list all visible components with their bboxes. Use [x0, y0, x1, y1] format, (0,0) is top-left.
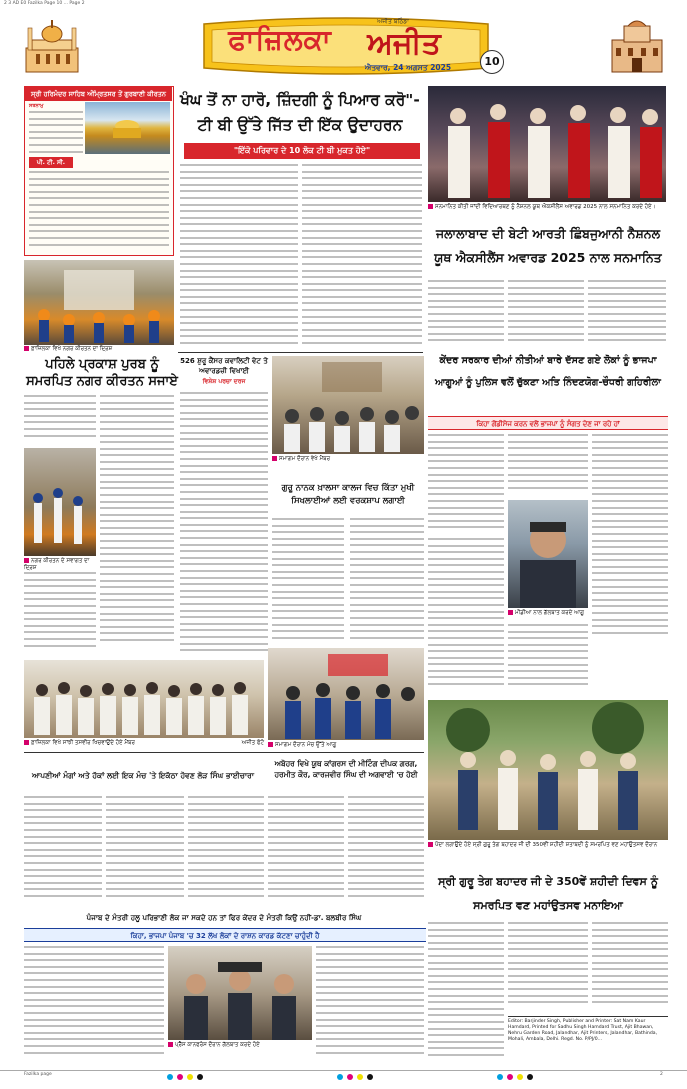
award-headline: ਜਲਾਲਾਬਾਦ ਦੀ ਬੇਟੀ ਆਰਤੀ ਛਿੰਬਜੁਆਨੀ ਨੈਸ਼ਨਲ ਯੂਥ ਐਕਸੀਲੈਂਸ ਅਵਾਰਡ 2025 ਨਾਲ ਸਨਮਾਨਿਤ [434, 226, 662, 265]
nagar-kirtan-caption: ਫ਼ਾਜ਼ਿਲਕਾ ਵਿਖੇ ਨਗਰ ਕੀਰਤਨ ਦਾ ਦ੍ਰਿਸ਼ [24, 346, 174, 353]
group-photo-credit: ਅਜੀਤ ਫੋਟੋ [214, 740, 264, 747]
press-conference-photo [168, 946, 312, 1040]
masthead-city: ਫਾਜ਼ਿਲਕਾ [228, 23, 332, 56]
top-strip: 2 3 AD E0 Fazilka Page 10 ... Page 2 [4, 1, 85, 6]
police-text-col1 [428, 434, 504, 534]
press-conference-icon [168, 946, 312, 1040]
leader-portrait-icon [508, 500, 588, 608]
award-text-col3 [588, 280, 666, 348]
nagar-kirtan-headline: ਪਹਿਲੇ ਪ੍ਰਕਾਸ਼ ਪੁਰਬ ਨੂੰ ਸਮਰਪਿਤ ਨਗਰ ਕੀਰਤਨ ਸਜਾਏ [26, 357, 178, 389]
ration-card-strip: ਕਿਹਾ, ਭਾਜਪਾ ਪੰਜਾਬ 'ਚ 32 ਲੱਖ ਲੋਕਾਂ ਦੇ ਰਾਸ਼ਨ ਕਾਰਡ ਕੱਟਣਾ ਚਾਹੁੰਦੀ ਹੈ [24, 928, 426, 942]
gurbani-text-b [29, 171, 169, 251]
leader-portrait-photo [508, 500, 588, 608]
col1-text-b [100, 395, 174, 654]
college-headline: ਗੁਰੂ ਨਾਨਕ ਖ਼ਾਲਸਾ ਕਾਲਜ ਵਿਚ ਕਿੱਤਾ ਮੁਖੀ ਸਿਖਲਾਈਆਂ ਲਈ ਵਰਕਸ਼ਾਪ ਲਗਾਈ [281, 483, 415, 506]
college-stage-caption: ਸਮਾਗਮ ਦੌਰਾਨ ਮੰਚ ਉੱਤੇ ਆਗੂ [268, 742, 424, 749]
masthead-small-tag: ਅਜੀਤ ਬਠਿੰਡਾ [377, 18, 409, 25]
college-photo-stage [268, 648, 424, 740]
bhaichara-text-col1 [24, 796, 102, 906]
procession-icon [24, 260, 174, 345]
golden-temple-photo [85, 102, 170, 154]
group-people-icon [24, 660, 264, 738]
bjp-kicker: ਕਿਹਾ ਗੋਂਡੀਸੇਜ ਕਰਨ ਵਲੋਂ ਭਾਜਪਾ ਨੂੰ ਸੰਗਤ ਦੇਣ ਜਾ ਰਹੇ ਹਾਂ [428, 416, 668, 430]
group-photo [24, 660, 264, 738]
temple-illustration-left-icon [22, 14, 82, 76]
police-text-col2b [508, 624, 588, 696]
youth-text-col1 [268, 796, 344, 906]
ceremony-icon [24, 448, 96, 556]
minister-headline: ਪੰਜਾਬ ਦੇ ਮੰਤਰੀ ਹਲੂ ਪਰਿਭਾਣੀ ਲੋਕ ਜਾ ਸਕਦੇ ਹਨ ਤਾਂ ਫਿਰ ਕੇਂਦਰ ਦੇ ਮੰਤਰੀ ਕਿਉਂ ਨਹੀਂ-ਡਾ. ਬਲਬੀਰ ਸਿੰਘ [86, 913, 362, 922]
cancer-subheadline: 526 ਸ਼ੁਰੂ ਕੈਂਸਰ ਕਵਾਲਿਟੀ ਵੇਟ ਤੇ ਅਵਾਰਡਜ਼ੀ ਵਿਖਾਈ [180, 357, 268, 375]
tegh-text-col1 [428, 922, 504, 1064]
minister-text-col1 [24, 946, 164, 1064]
gurbani-box [24, 86, 174, 256]
police-headline-display: ਕੇਂਦਰ ਸਰਕਾਰ ਦੀਆਂ ਨੀਤੀਆਂ ਬਾਰੇ ਦੱਸਣ ਗਏ ਲੋਕਾਂ ਨੂੰ ਭਾਜਪਾ ਆਗੂਆਂ ਨੂੰ ਪੁਲਿਸ ਵਲੋਂ ਚੁੱਕਣਾ ਅਤਿ ਨਿੰਦਣਯੋਗ-ਚੌਧਰੀ ਗਹਿਰੀਲਾ [435, 355, 661, 388]
group-photo-caption: ਫ਼ਾਜ਼ਿਲਕਾ ਵਿਖੇ ਸਾਂਝੀ ਤਸਵੀਰ ਖਿਚਵਾਉਂਦੇ ਹੋਏ ਮੈਂਬਰ [24, 740, 204, 747]
stage-icon [268, 648, 424, 740]
nagar-kirtan-photo [24, 260, 174, 345]
footer-left: Fazilka page [24, 1072, 52, 1077]
tegh-bahadur-headline: ਸ੍ਰੀ ਗੁਰੂ ਤੇਗ ਬਹਾਦਰ ਜੀ ਦੇ 350ਵੇਂ ਸ਼ਹੀਦੀ ਦਿਵਸ ਨੂੰ ਸਮਰਪਿਤ ਵਣ ਮਹਾਂਉਤਸਵ ਮਨਾਇਆ [438, 875, 658, 912]
college-text-col1 [272, 518, 344, 642]
divider-lower [24, 752, 424, 753]
bhaichara-text-col2 [106, 796, 184, 906]
police-text-col1b [428, 538, 504, 696]
golden-temple-icon [85, 102, 170, 154]
police-text-col3 [592, 434, 668, 644]
col1-text-a [24, 572, 96, 654]
youth-text-col2 [348, 796, 424, 906]
gurbani-box-subtitle: ਸਤਨਾਮੁ [29, 103, 44, 109]
footer-bar [0, 1070, 687, 1082]
singh-bhaichara-headline: ਆਪਣੀਆਂ ਮੰਗਾਂ ਅਤੇ ਹੱਕਾਂ ਲਈ ਇਕ ਮੰਚ 'ਤੇ ਇਕੱਠਾ ਹੋਵਣ ਲੋੜ ਸਿੰਘ ਭਾਈਚਾਰਾ [31, 771, 255, 780]
award-text-col1 [428, 280, 504, 348]
cancer-sub-tag: ਵਿਸ਼ੇਸ਼ ਪਰਚਾ ਦਰਜ [202, 378, 246, 385]
tegh-text-col3 [592, 922, 668, 1012]
nagar-kirtan-caption-2: ਨਗਰ ਕੀਰਤਨ ਦੇ ਸਵਾਗਤ ਦਾ ਦ੍ਰਿਸ਼ [24, 558, 96, 572]
tb-headline: ਖੰਘ ਤੋਂ ਨਾ ਹਾਰੋ, ਜ਼ਿੰਦਗੀ ਨੂੰ ਪਿਆਰ ਕਰੋ"-ਟੀ ਬੀ ਉੱਤੇ ਜਿੱਤ ਦੀ ਇੱਕ ਉਦਾਹਰਨ [180, 91, 420, 134]
tb-subhead: "ਇੱਕੋ ਪਰਿਵਾਰ ਦੇ 10 ਲੋਕ ਟੀ ਬੀ ਮੁਕਤ ਹੋਏ" [184, 143, 420, 159]
masthead [0, 10, 687, 84]
tree-plantation-caption: ਪੌਦਾ ਲਗਾਉਂਦੇ ਹੋਏ ਸ੍ਰੀ ਗੁਰੂ ਤੇਗ ਬਹਾਦਰ ਜੀ ਦੀ 350ਵੀਂ ਸ਼ਹੀਦੀ ਸ਼ਤਾਬਦੀ ਨੂੰ ਸਮਰਪਿਤ ਵਣ ਮਹਾਂਉਤਸਵ ਦੌਰਾਨ [428, 842, 668, 849]
page-number-badge: 10 [480, 50, 504, 74]
award-ceremony-caption: ਸਨਮਾਨਿਤ ਕੀਤੀ ਜਾਂਦੀ ਵਿਦਿਆਰਥਣ ਨੂੰ ਨੈਸ਼ਨਲ ਯੂਥ ਐਕਸੀਲੈਂਸ ਅਵਾਰਡ 2025 ਨਾਲ ਸਨਮਾਨਿਤ ਕਰਦੇ ਹੋਏ। [428, 204, 666, 211]
gurbani-box-title: ਸ੍ਰੀ ਹਰਿਮੰਦਰ ਸਾਹਿਬ ਅੰਮ੍ਰਿਤਸਰ ਤੋਂ ਗੁਰਬਾਣੀ ਕੀਰਤਨ [25, 87, 172, 101]
masthead-date: ਐਤਵਾਰ, 24 ਅਗਸਤ 2025 [364, 63, 452, 72]
ptc-tag: ਪੀ. ਟੀ. ਸੀ. [29, 157, 73, 168]
cancer-event-caption: ਸਮਾਗਮ ਦੌਰਾਨ ਵੇਖੇ ਮੈਂਬਰ [272, 456, 424, 463]
press-conference-caption: ਪ੍ਰੈੱਸ ਕਾਨਫਰੰਸ ਦੌਰਾਨ ਗੱਲਬਾਤ ਕਰਦੇ ਹੋਏ [168, 1042, 312, 1049]
tree-plantation-photo [428, 700, 668, 840]
plantation-icon [428, 700, 668, 840]
tegh-text-col2 [508, 922, 588, 1012]
youth-congress-headline: ਅਬੋਹਰ ਵਿਖੇ ਯੂਥ ਕਾਂਗਰਸ ਦੀ ਮੀਟਿੰਗ ਦੀਪਕ ਗਰਗ, ਹਰਮੀਤ ਕੌਰ, ਕਾਰਜਵੀਰ ਸਿੰਘ ਦੀ ਅਗਵਾਈ 'ਚ ਹੋਈ [274, 759, 418, 779]
award-ceremony-photo [428, 86, 666, 202]
cancer-event-photo [272, 356, 424, 454]
audience-icon [272, 356, 424, 454]
nagar-kirtan-photo-2 [24, 448, 96, 556]
cancer-text-a [180, 392, 268, 658]
masthead-banner [198, 16, 494, 76]
nagar-kirtan-text [24, 395, 96, 443]
award-text-col2 [508, 280, 584, 348]
college-text-col2 [350, 518, 424, 642]
tb-text-col1 [180, 164, 298, 349]
fort-illustration-right-icon [606, 16, 668, 76]
minister-text-col2 [316, 946, 424, 1064]
registration-marks-icon [160, 1073, 540, 1081]
footer-right: 2 [660, 1072, 663, 1077]
imprint-box: Editor: Barjinder Singh, Publisher and Printer: Sat Nam Kaur Hamdard, Printed for Sadhu Singh Hamdard Trust, Ajit Bhawan, Nehru Garden Road, Jalandhar, Ajit Printers, Jalandhar, Bathinda, Mohali, Ambala, Delhi. Regd. No. P/PJ/0... [508, 1016, 668, 1066]
police-text-col2 [508, 434, 588, 496]
masthead-ajit: ਅਜੀਤ [367, 26, 441, 61]
bhaichara-text-col3 [188, 796, 264, 906]
divider-col2-top [178, 352, 423, 353]
gurbani-text-a [29, 111, 83, 155]
tb-text-col2 [302, 164, 422, 349]
leader-portrait-caption: ਮੀਡੀਆ ਨਾਲ ਗੱਲਬਾਤ ਕਰਦੇ ਆਗੂ [508, 610, 588, 617]
award-people-icon [428, 86, 666, 202]
